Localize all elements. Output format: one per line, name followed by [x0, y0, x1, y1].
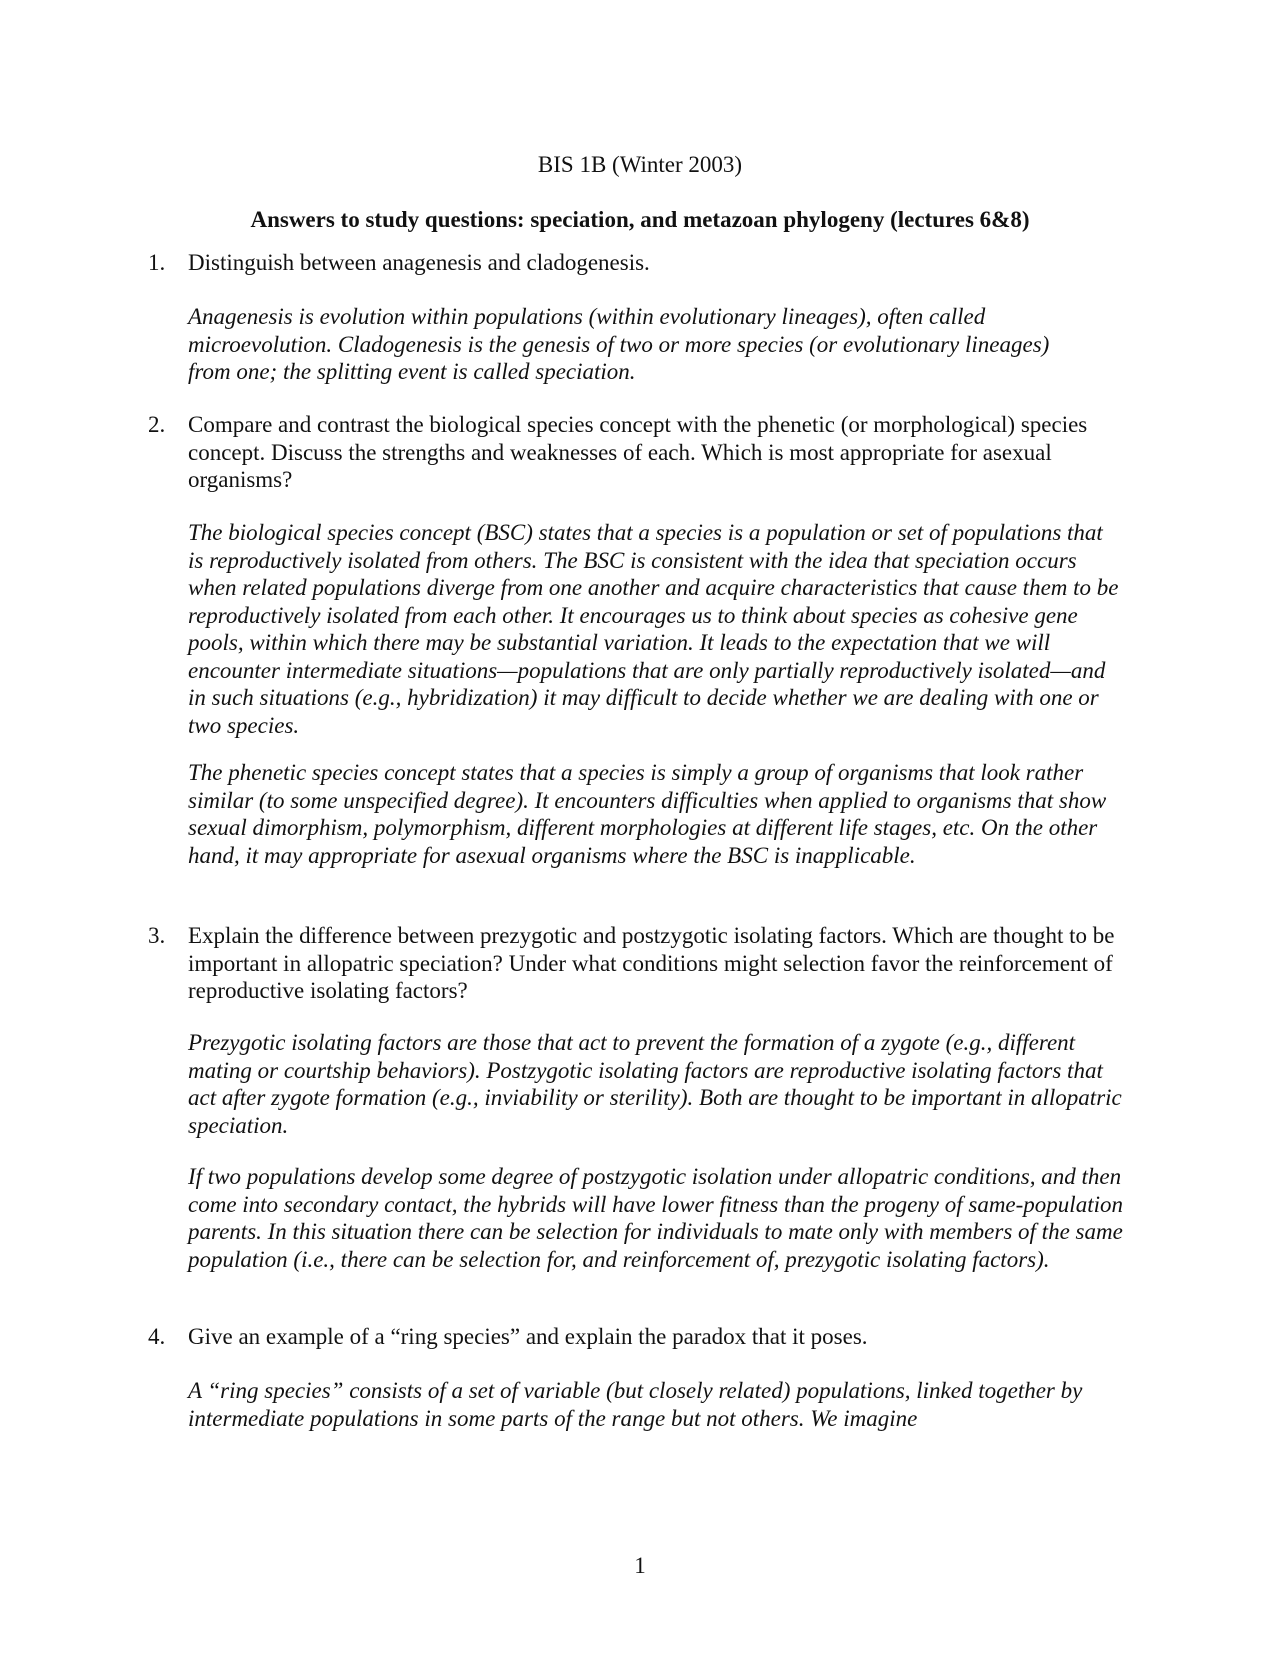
answer-2-paragraph-2: The phenetic species concept states that a species is simply a group of organisms that look rather similar (to some unspecified degree). It encounters difficulties when applied to organisms that show sexual dimorphism, polymorphism, different morphologies at different life stages, etc. On the other hand, it may appropriate for asexual organisms where the BSC is inapplicable.: [188, 760, 1107, 868]
answer-1-paragraph-1: Anagenesis is evolution within populations (within evolutionary lineages), often called microevolution. Cladogenesis is the genesis of two or more species (or evolutionary lineages) from one; the splitting event is called speciation.: [188, 304, 1050, 384]
answer-4-paragraph-1: A “ring species” consists of a set of variable (but closely related) populations, linked together by intermediate populations in some parts of the range but not others. We imagine: [188, 1378, 1083, 1431]
course-title: BIS 1B (Winter 2003): [537, 152, 743, 177]
question-text: Compare and contrast the biological species concept with the phenetic (or morphological) species concept. Discuss the strengths and weaknesses of each. Which is most appropriate for asexual organisms?: [188, 412, 1088, 492]
answer-3-paragraph-1: Prezygotic isolating factors are those that act to prevent the formation of a zygote (e.g., different mating or courtship behaviors). Postzygotic isolating factors are reproductive isolating factors that act after zygote formation (e.g., inviability or sterility). Both are thought to be important in allopatric speciation.: [188, 1030, 1122, 1138]
question-number: 4.: [148, 1324, 166, 1349]
page-number: 1: [634, 1553, 646, 1578]
question-text: Give an example of a “ring species” and explain the paradox that it poses.: [188, 1324, 868, 1349]
document-title: Answers to study questions: speciation, and metazoan phylogeny (lectures 6&8): [250, 207, 1030, 232]
question-number: 2.: [148, 412, 166, 437]
answer-3-paragraph-2: If two populations develop some degree of postzygotic isolation under allopatric conditions, and then come into secondary contact, the hybrids will have lower fitness than the progeny of same-population parents. In this situation there can be selection for individuals to mate only with members of the same population (i.e., there can be selection for, and reinforcement of, prezygotic isolating factors).: [188, 1164, 1123, 1272]
answer-2-paragraph-1: The biological species concept (BSC) states that a species is a population or set of populations that is reproductively isolated from others. The BSC is consistent with the idea that speciation occurs when related populations diverge from one another and acquire characteristics that cause them to be reproductively isolated from each other. It encourages us to think about species as cohesive gene pools, within which there may be substantial variation. It leads to the expectation that we will encounter intermediate situations—populations that are only partially reproductively isolated—and in such situations (e.g., hybridization) it may difficult to decide whether we are dealing with one or two species.: [188, 520, 1119, 738]
question-text: Explain the difference between prezygotic and postzygotic isolating factors. Which are thought to be important in allopatric speciation? Under what conditions might selection favor the reinforcement of reproductive isolating factors?: [188, 923, 1115, 1003]
question-number: 1.: [148, 250, 166, 275]
question-text: Distinguish between anagenesis and cladogenesis.: [188, 250, 650, 275]
question-number: 3.: [148, 923, 166, 948]
